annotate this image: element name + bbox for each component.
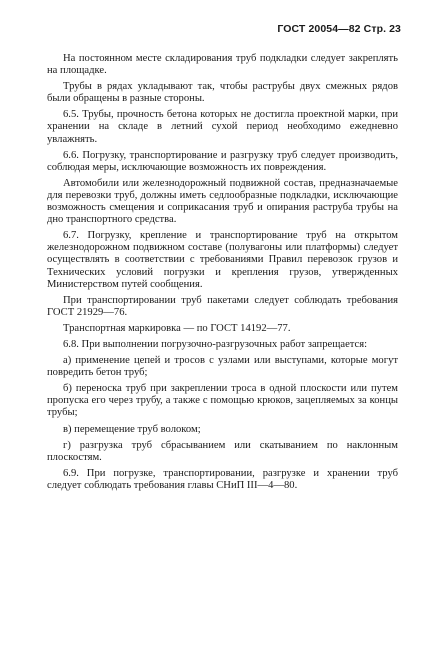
paragraph: На постоянном месте складирования труб подкладки следует закреплять на площадке. [47, 53, 398, 77]
paragraph: 6.7. Погрузку, крепление и транспортирование труб на открытом железнодорожном подвижном составе (полувагоны или платформы) следует осуществлять в соответствии с требованиями Правил перевозок грузов и Технических условий погрузки и крепления грузов, утвержденных Министерством путей сообщения. [47, 230, 398, 290]
paragraph: Транспортная маркировка — по ГОСТ 14192—77. [63, 322, 291, 334]
list-item: б) переноска труб при закреплении троса в одной плоскости или путем пропуска его через трубу, а также с помощью крюков, зацепляемых за концы трубы; [47, 383, 398, 419]
page-header: ГОСТ 20054—82 Стр. 23 [277, 23, 401, 35]
list-item: а) применение цепей и тросов с узлами или выступами, которые могут повредить бетон труб; [47, 355, 398, 379]
paragraph: 6.8. При выполнении погрузочно-разгрузочных работ запрещается: [63, 338, 368, 350]
paragraph: При транспортировании труб пакетами следует соблюдать требования ГОСТ 21929—76. [47, 294, 398, 318]
paragraph: 6.5. Трубы, прочность бетона которых не достигла проектной марки, при хранении на складе в летний сухой период необходимо ежедневно увлажнять. [47, 109, 398, 145]
paragraph: 6.6. Погрузку, транспортирование и разгрузку труб следует производить, соблюдая меры, исключающие возможность их повреждения. [47, 149, 398, 173]
document-body [47, 53, 398, 492]
paragraph: 6.9. При погрузке, транспортировании, разгрузке и хранении труб следует соблюдать требования главы СНиП III—4—80. [47, 467, 398, 491]
list-item: г) разгрузка труб сбрасыванием или скатыванием по наклонным плоскостям. [47, 439, 398, 463]
paragraph: Трубы в рядах укладывают так, чтобы раструбы двух смежных рядов были обращены в разные стороны. [47, 81, 398, 105]
paragraph: Автомобили или железнодорожный подвижной состав, предназначаемые для перевозки труб, должны иметь седлообразные подкладки, исключающие возможность смещения и соприкасания труб и опирания раструба трубы на дно транспортного средства. [47, 177, 398, 226]
list-item: в) перемещение труб волоком; [63, 423, 201, 435]
